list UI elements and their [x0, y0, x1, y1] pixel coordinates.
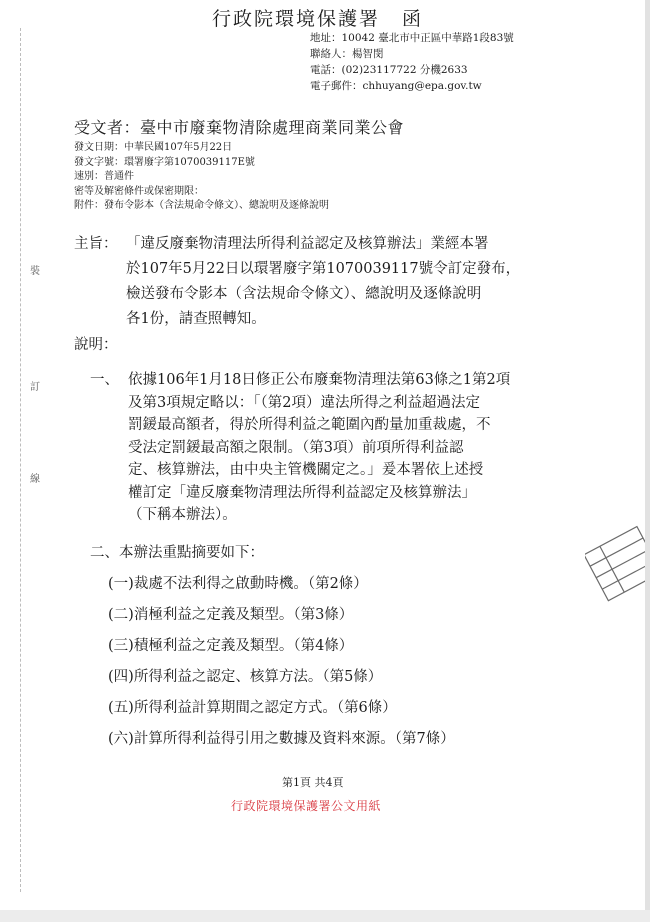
contact-person-line: 聯絡人：楊智閔 [310, 48, 384, 60]
item-1-line: 定、核算辦法，由中央主管機關定之。」爰本署依上述授 [128, 462, 484, 478]
contact-block [310, 30, 514, 94]
dispatch-number: 發文字號：環署廢字第1070039117E號 [74, 156, 255, 168]
email-line: 電子郵件：chhuyang@epa.gov.tw [310, 80, 482, 92]
item-1-line: 及第3項規定略以：「（第2項）違法所得之利益超過法定 [128, 394, 480, 411]
binding-mark-xian: 線 [30, 474, 40, 485]
document-type: 函 [402, 8, 424, 30]
explanation-item-2-heading: 二、本辦法重點摘要如下： [90, 545, 264, 561]
summary-point: (三)積極利益之定義及類型。（第4條） [108, 638, 354, 654]
scan-edge-bottom [0, 910, 650, 922]
item-1-text [128, 369, 598, 527]
address-line: 地址：10042 臺北市中正區中華路1段83號 [310, 32, 514, 44]
summary-point: (一)裁處不法利得之啟動時機。（第2條） [108, 576, 368, 592]
recipient-line: 受文者：臺中市廢棄物清除處理商業同業公會 [74, 118, 405, 137]
scan-edge-right [645, 0, 650, 922]
item-1-label: 一、 [90, 372, 119, 388]
subject-line: 各1份，請查照轉知。 [126, 311, 266, 327]
item-1-line: 權訂定「違反廢棄物清理法所得利益認定及核算辦法」 [128, 484, 476, 501]
item-1-line: （下稱本辦法）。 [128, 507, 237, 523]
summary-point: (六)計算所得利益得引用之數據及資料來源。（第7條） [108, 731, 455, 747]
stationery-footer: 行政院環境保護署公文用紙 [231, 799, 382, 813]
summary-point: (五)所得利益計算期間之認定方式。（第6條） [108, 700, 397, 716]
received-stamp-icon [585, 525, 650, 605]
subject-line: 「違反廢棄物清理法所得利益認定及核算辦法」業經本署 [126, 236, 489, 252]
secrecy-level: 密等及解密條件或保密期限： [74, 185, 204, 197]
summary-point: (二)消極利益之定義及類型。（第3條） [108, 607, 354, 623]
delivery-speed: 速別：普通件 [74, 171, 134, 182]
summary-points [108, 569, 455, 755]
subject-line: 檢送發布令影本（含法規命令條文）、總說明及逐條說明 [126, 286, 482, 302]
binding-mark-zhuang: 裝 [30, 266, 40, 277]
item-1-line: 受法定罰鍰最高額之限制。（第3項）前項所得利益認 [128, 439, 464, 456]
page-number: 第1頁 共4頁 [282, 776, 344, 789]
agency-name: 行政院環境保護署 [212, 8, 381, 30]
attachments: 附件：發布令影本（含法規命令條文）、總說明及逐條說明 [74, 200, 329, 211]
document-title [212, 4, 423, 31]
binding-mark-ding: 訂 [30, 382, 40, 393]
phone-line: 電話：(02)23117722 分機2633 [310, 64, 468, 76]
explanation-label: 說明： [74, 337, 118, 353]
item-1-line: 依據106年1月18日修正公布廢棄物清理法第63條之1第2項 [128, 372, 511, 388]
dispatch-date: 發文日期：中華民國107年5月22日 [74, 142, 233, 153]
item-1-line: 罰鍰最高額者，得於所得利益之範圍內酌量加重裁處，不 [128, 417, 491, 433]
dispatch-info [74, 141, 329, 214]
subject-line: 於107年5月22日以環署廢字第1070039117號令訂定發布， [126, 261, 521, 277]
binding-margin-line [20, 28, 21, 892]
summary-point: (四)所得利益之認定、核算方法。（第5條） [108, 669, 383, 685]
subject-label: 主旨： [74, 236, 118, 252]
subject-text [126, 232, 641, 332]
